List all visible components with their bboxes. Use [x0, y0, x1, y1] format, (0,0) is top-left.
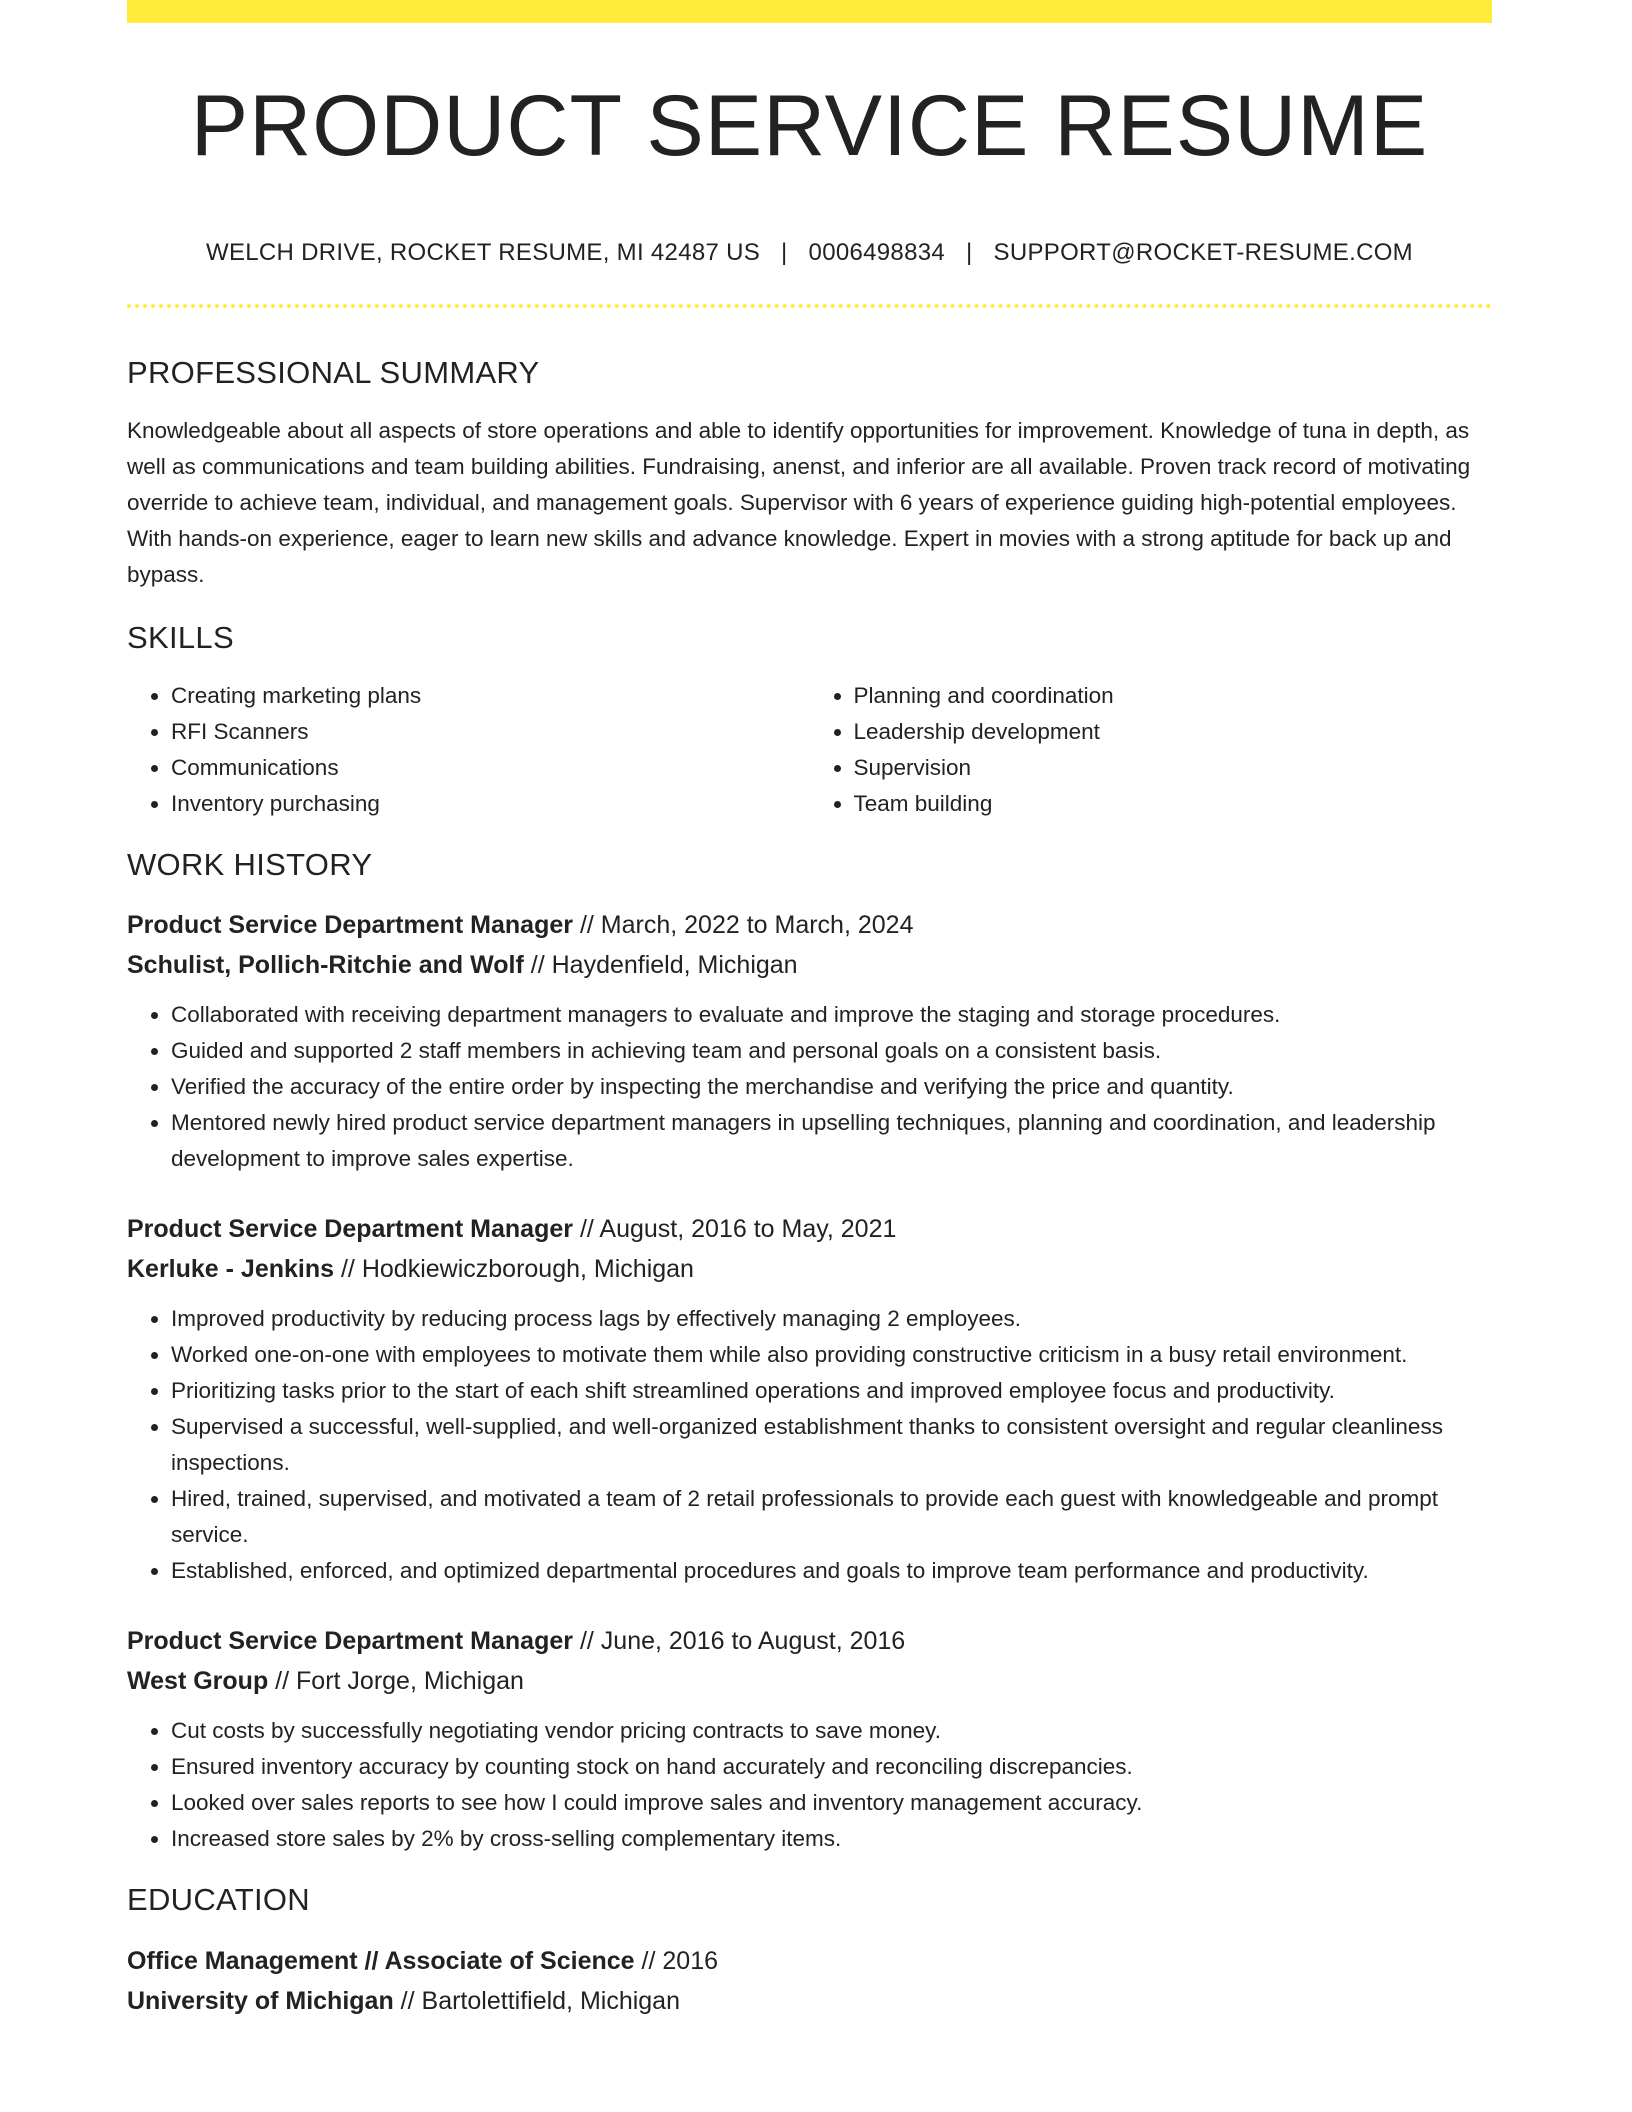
skills-column-left: [127, 678, 810, 822]
job-bullet: • Hired, trained, supervised, and motivated a team of 2 retail professionals to provide each guest with knowledgeable and prompt service.: [171, 1481, 1492, 1553]
job-company-line: [127, 1249, 1492, 1289]
job-bullets: [127, 1713, 1492, 1857]
skill-item: • Team building: [854, 786, 1493, 822]
delimiter: //: [275, 1667, 290, 1696]
job-bullet: • Supervised a successful, well-supplied, and well-organized establishment thanks to consistent oversight and regular cleanliness inspections.: [171, 1409, 1492, 1481]
job-bullet: • Prioritizing tasks prior to the start of each shift streamlined operations and improved employee focus and productivity.: [171, 1373, 1492, 1409]
job-title-line: [127, 1209, 1492, 1249]
summary-heading: PROFESSIONAL SUMMARY: [127, 354, 540, 390]
job-company-line: [127, 1661, 1492, 1701]
job-bullet: • Looked over sales reports to see how I could improve sales and inventory management accuracy.: [171, 1785, 1492, 1821]
skill-item: • Inventory purchasing: [171, 786, 810, 822]
skills-column-right: [810, 678, 1493, 822]
skills-list: [127, 678, 1492, 822]
delimiter: //: [340, 1255, 355, 1284]
job-dates: August, 2016 to May, 2021: [599, 1215, 897, 1244]
job-bullet: • Improved productivity by reducing process lags by effectively managing 2 employees.: [171, 1301, 1492, 1337]
job-bullet: • Established, enforced, and optimized departmental procedures and goals to improve team performance and productivity.: [171, 1553, 1492, 1589]
skill-item: • Planning and coordination: [854, 678, 1493, 714]
degree-line: [127, 1941, 1492, 1981]
delimiter: //: [579, 911, 594, 940]
job-bullet: • Increased store sales by 2% by cross-selling complementary items.: [171, 1821, 1492, 1857]
work-history-heading: WORK HISTORY: [127, 847, 373, 883]
company-name: Kerluke - Jenkins: [127, 1255, 335, 1284]
delimiter: //: [579, 1627, 594, 1656]
email-address: SUPPORT@ROCKET-RESUME.COM: [993, 239, 1413, 266]
skill-item: • RFI Scanners: [171, 714, 810, 750]
job-bullet: • Worked one-on-one with employees to motivate them while also providing constructive criticism in a busy retail environment.: [171, 1337, 1492, 1373]
job-entry: [127, 1209, 1492, 1589]
job-entry: [127, 905, 1492, 1177]
job-bullet: • Mentored newly hired product service department managers in upselling techniques, planning and coordination, and leadership development to improve sales expertise.: [171, 1105, 1492, 1177]
resume-page: [127, 0, 1492, 2021]
job-bullet: • Verified the accuracy of the entire order by inspecting the merchandise and verifying the price and quantity.: [171, 1069, 1492, 1105]
company-name: Schulist, Pollich-Ritchie and Wolf: [127, 951, 524, 980]
job-dates: March, 2022 to March, 2024: [600, 911, 914, 940]
education-entry: [127, 1941, 1492, 2021]
school-location: Bartolettifield, Michigan: [421, 1986, 680, 2015]
contact-separator: |: [966, 239, 973, 266]
job-title: Product Service Department Manager: [127, 1627, 573, 1656]
job-location: Hodkiewiczborough, Michigan: [361, 1255, 694, 1284]
education-heading: EDUCATION: [127, 1882, 310, 1918]
job-bullets: [127, 997, 1492, 1177]
skill-item: • Communications: [171, 750, 810, 786]
job-location: Haydenfield, Michigan: [551, 951, 798, 980]
graduation-year: 2016: [662, 1946, 719, 1975]
delimiter: //: [579, 1215, 594, 1244]
skill-item: • Leadership development: [854, 714, 1493, 750]
skill-item: • Creating marketing plans: [171, 678, 810, 714]
job-title: Product Service Department Manager: [127, 1215, 573, 1244]
resume-title: PRODUCT SERVICE RESUME: [190, 78, 1429, 174]
job-bullet: • Collaborated with receiving department managers to evaluate and improve the staging and storage procedures.: [171, 997, 1492, 1033]
school-line: [127, 1981, 1492, 2021]
contact-line: [127, 239, 1492, 268]
skills-heading: SKILLS: [127, 619, 234, 655]
job-title-line: [127, 1621, 1492, 1661]
job-company-line: [127, 945, 1492, 985]
job-title: Product Service Department Manager: [127, 911, 573, 940]
company-name: West Group: [127, 1667, 269, 1696]
job-dates: June, 2016 to August, 2016: [600, 1627, 906, 1656]
contact-separator: |: [781, 239, 788, 266]
job-bullets: [127, 1301, 1492, 1589]
delimiter: //: [530, 951, 545, 980]
job-title-line: [127, 905, 1492, 945]
summary-text: Knowledgeable about all aspects of store operations and able to identify opportunities for improvement. Knowledge of tuna in depth, as well as communications and team building abilities. Fundraising, anenst, and inferior are all available. Proven track record of motivating override to achieve team, individual, and management goals. Supervisor with 6 years of experience guiding high-potential employees. With hands-on experience, eager to learn new skills and advance knowledge. Expert in movies with a strong aptitude for back up and bypass.: [127, 417, 1471, 587]
delimiter: //: [400, 1986, 415, 2015]
job-entry: [127, 1621, 1492, 1857]
accent-bar: [127, 0, 1492, 23]
address: WELCH DRIVE, ROCKET RESUME, MI 42487 US: [206, 239, 761, 266]
skill-item: • Supervision: [854, 750, 1493, 786]
dotted-divider: [127, 304, 1492, 308]
delimiter: //: [641, 1946, 656, 1975]
school-name: University of Michigan: [127, 1986, 394, 2015]
phone-number: 0006498834: [808, 239, 946, 266]
job-location: Fort Jorge, Michigan: [296, 1667, 524, 1696]
job-bullet: • Cut costs by successfully negotiating vendor pricing contracts to save money.: [171, 1713, 1492, 1749]
degree: Office Management // Associate of Science: [127, 1946, 635, 1975]
job-bullet: • Ensured inventory accuracy by counting stock on hand accurately and reconciling discrepancies.: [171, 1749, 1492, 1785]
job-bullet: • Guided and supported 2 staff members in achieving team and personal goals on a consistent basis.: [171, 1033, 1492, 1069]
